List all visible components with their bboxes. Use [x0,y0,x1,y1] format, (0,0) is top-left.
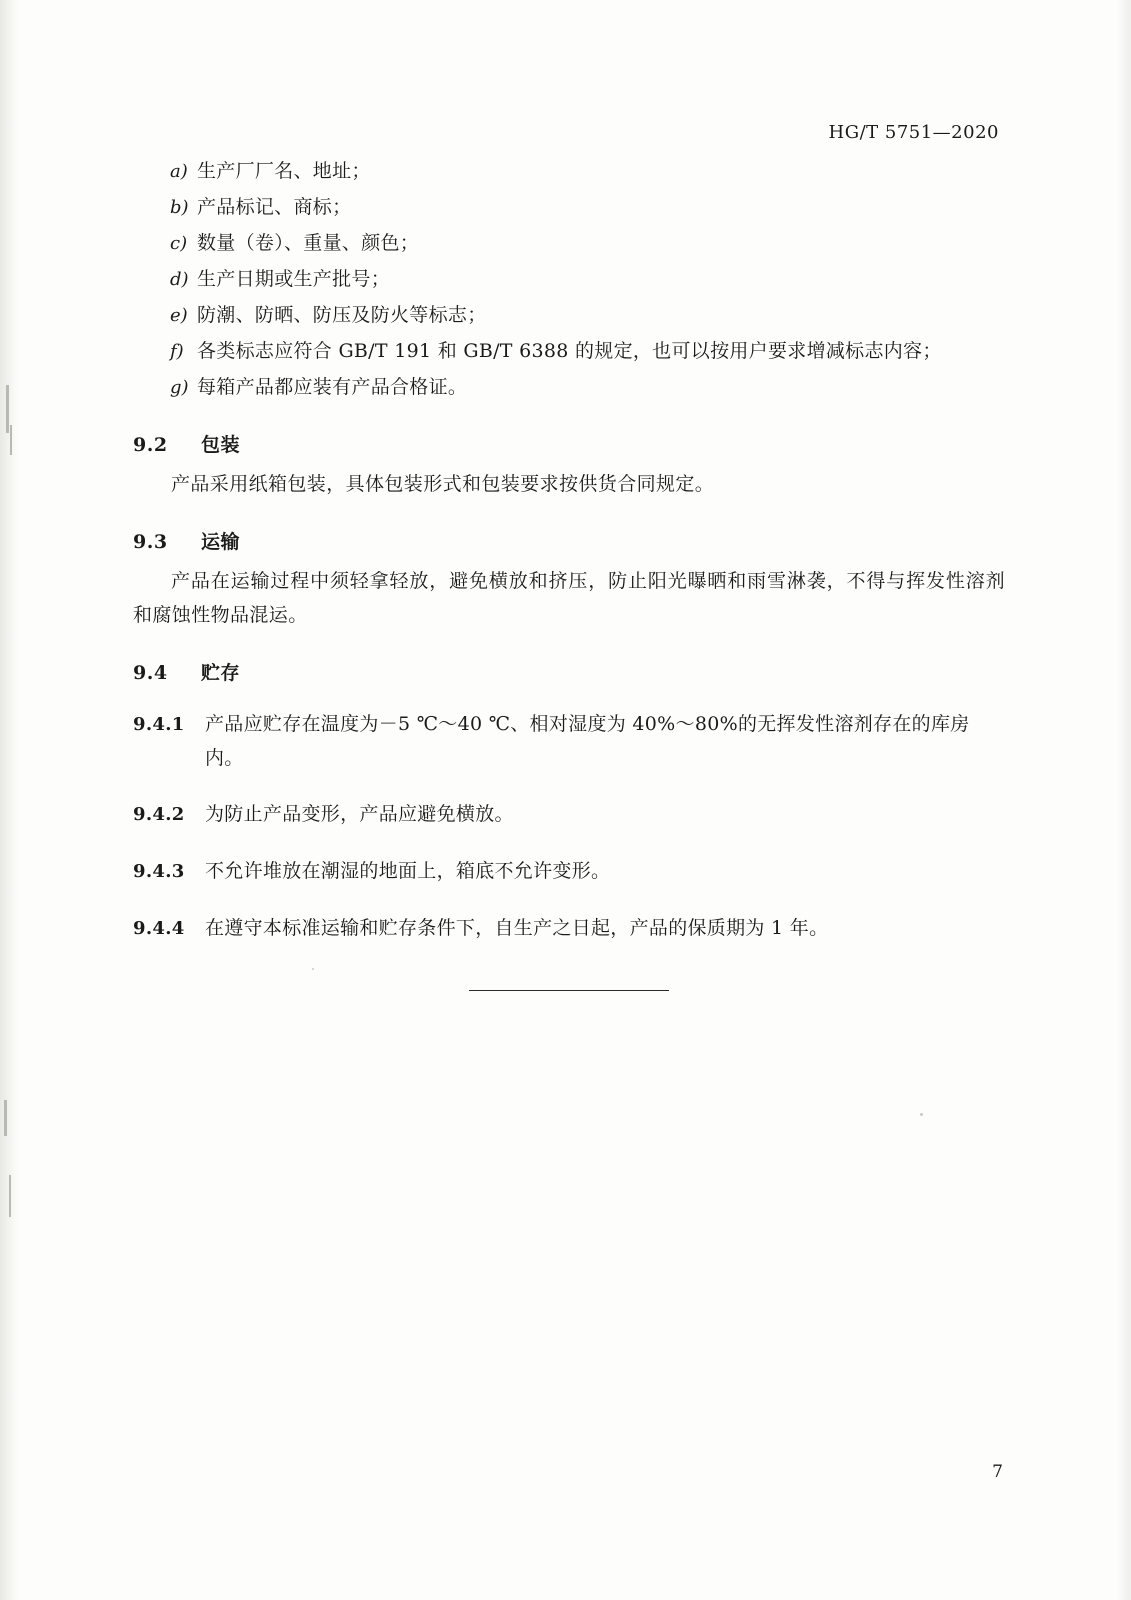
end-of-document-rule [469,990,669,991]
section-heading-9-3 [133,527,1005,554]
section-paragraph-9-3: 产品在运输过程中须轻拿轻放，避免横放和挤压，防止阳光曝晒和雨雪淋袭，不得与挥发性溶剂和腐蚀性物品混运。 [133,570,1005,626]
clause-number: 9.4.1 [133,714,185,735]
clause-9-4-1 [133,707,1005,775]
section-title: 贮存 [201,662,241,684]
list-item [133,227,1005,260]
list-item-marker: e) [170,305,188,326]
list-item-label: 产品标记、商标； [197,196,352,218]
list-item [133,371,1005,404]
scan-artifact [6,385,9,433]
clause-number: 9.4.4 [133,918,185,939]
list-item-label: 数量（卷）、重量、颜色； [197,232,420,254]
list-item-label: 各类标志应符合 GB/T 191 和 GB/T 6388 的规定，也可以按用户要求增减标志内容； [197,340,942,362]
list-item-label: 生产日期或生产批号； [197,268,391,290]
scan-edge-left [0,0,18,1600]
section-title: 运输 [201,531,241,553]
clause-text: 不允许堆放在潮湿的地面上，箱底不允许变形。 [205,860,611,882]
list-item [133,191,1005,224]
list-item-marker: f) [170,341,184,362]
scan-artifact [4,1100,7,1136]
section-heading-9-2 [133,430,1005,457]
list-item [133,335,1005,368]
section-title: 包装 [201,434,241,456]
clause-number: 9.4.3 [133,861,185,882]
page-content [133,155,1005,991]
page-number: 7 [992,1462,1003,1482]
clause-text: 产品应贮存在温度为－5 ℃～40 ℃、相对湿度为 40%～80%的无挥发性溶剂存在的库房内。 [205,713,970,769]
marking-requirements-list [133,155,1005,404]
list-item [133,155,1005,188]
list-item [133,263,1005,296]
list-item-label: 每箱产品都应装有产品合格证。 [197,376,468,398]
list-item-marker: d) [170,269,189,290]
scan-speck [920,1113,923,1116]
list-item-marker: g) [170,377,189,398]
list-item-label: 防潮、防晒、防压及防火等标志； [197,304,487,326]
clause-text: 为防止产品变形，产品应避免横放。 [205,803,514,825]
scan-artifact [9,1175,11,1217]
clause-number: 9.4.2 [133,804,185,825]
section-paragraph-9-2: 产品采用纸箱包装，具体包装形式和包装要求按供货合同规定。 [171,473,715,495]
list-item-marker: b) [170,197,189,218]
list-item-label: 生产厂厂名、地址； [197,160,371,182]
scan-edge-right [1117,0,1131,1600]
clause-9-4-2 [133,797,1005,832]
clause-9-4-3 [133,854,1005,889]
clause-text: 在遵守本标准运输和贮存条件下，自生产之日起，产品的保质期为 1 年。 [205,917,829,939]
section-number: 9.2 [133,434,168,456]
clause-9-4-4 [133,911,1005,946]
list-item [133,299,1005,332]
list-item-marker: c) [170,233,188,254]
section-number: 9.4 [133,662,168,684]
section-heading-9-4 [133,658,1005,685]
list-item-marker: a) [170,161,188,182]
scan-artifact [10,425,12,455]
page-header-standard-number: HG/T 5751—2020 [828,122,999,143]
section-number: 9.3 [133,531,168,553]
